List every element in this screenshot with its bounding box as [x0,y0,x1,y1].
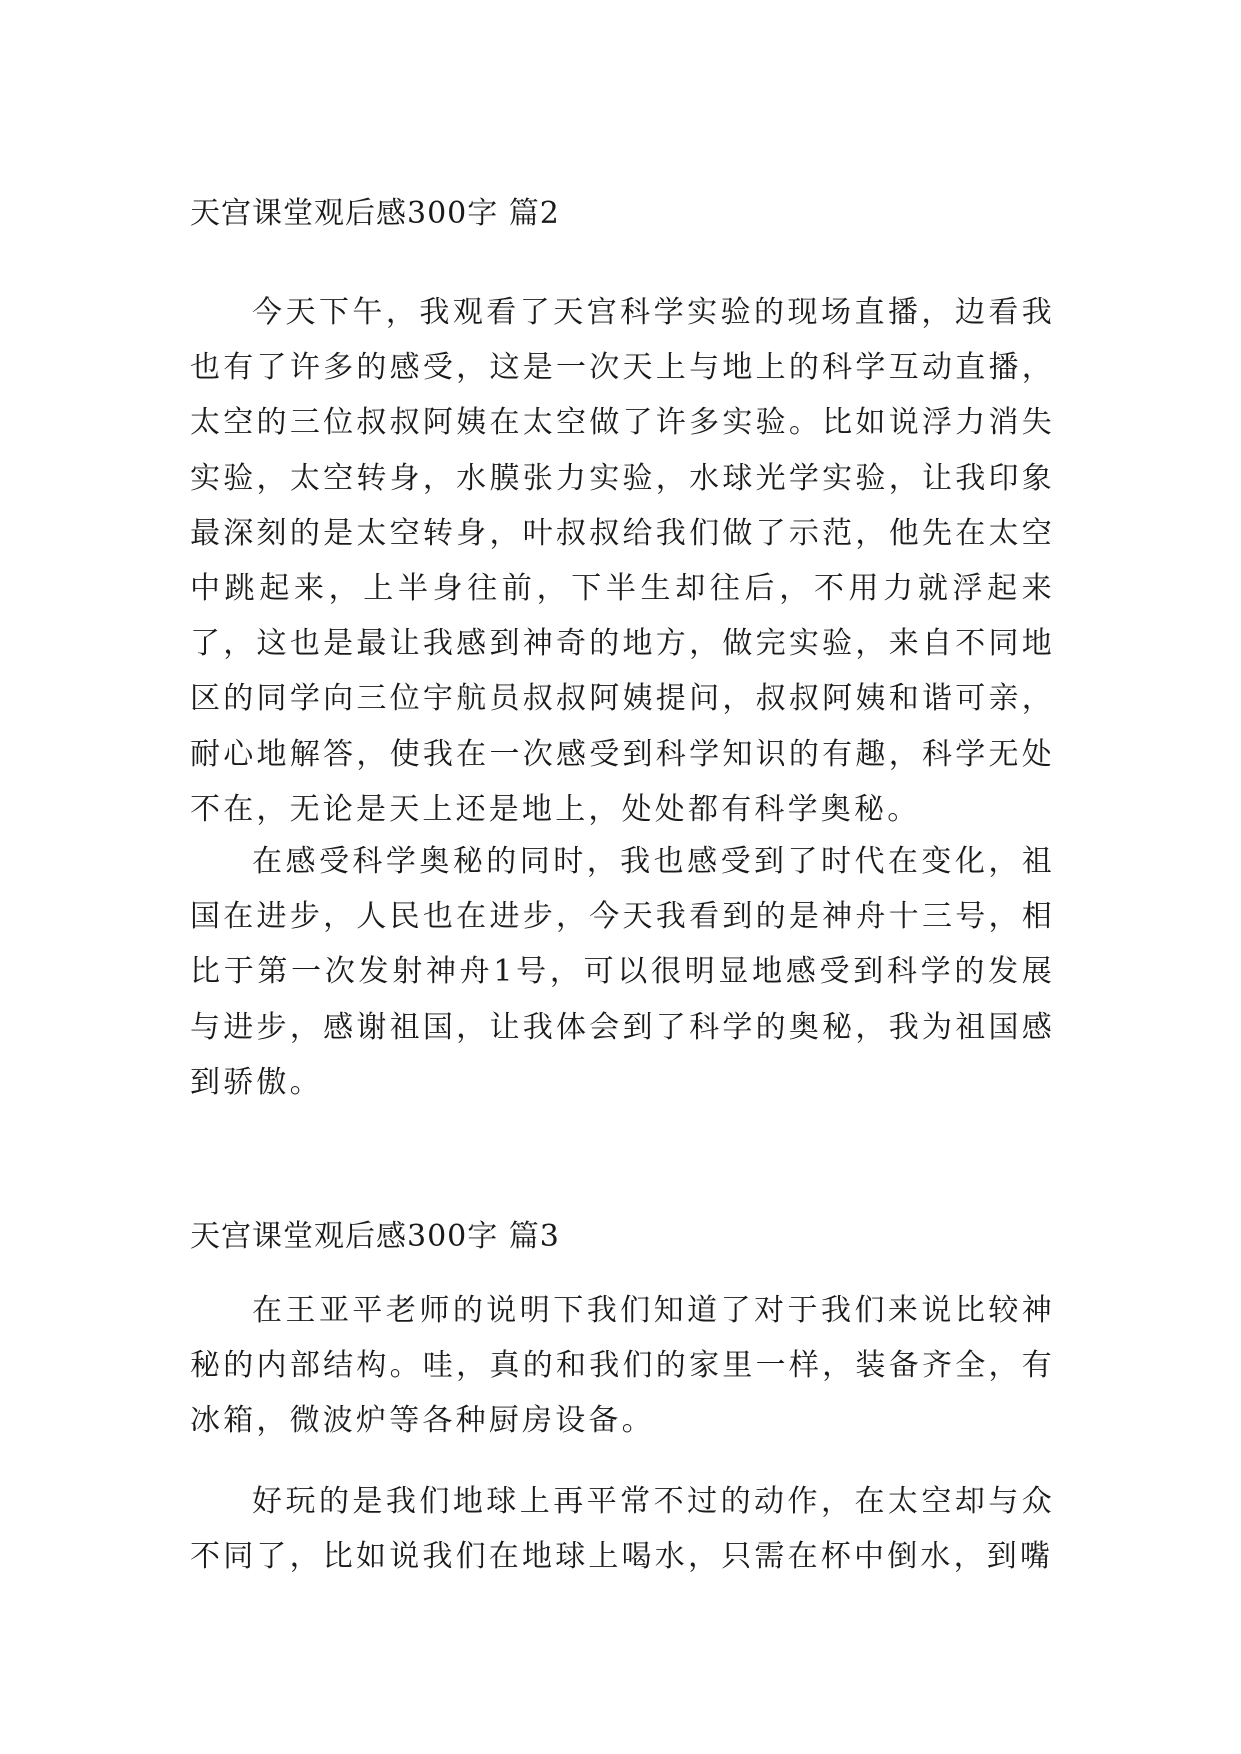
body-paragraph: 今天下午，我观看了天宫科学实验的现场直播，边看我也有了许多的感受，这是一次天上与地上的科学互动直播，太空的三位叔叔阿姨在太空做了许多实验。比如说浮力消失实验，太空转身，水膜张力实验，水球光学实验，让我印象最深刻的是太空转身，叶叔叔给我们做了示范，他先在太空中跳起来，上半身往前，下半生却往后，不用力就浮起来了，这也是最让我感到神奇的地方，做完实验，来自不同地区的同学向三位宇航员叔叔阿姨提问，叔叔阿姨和谐可亲，耐心地解答，使我在一次感受到科学知识的有趣，科学无处不在，无论是天上还是地上，处处都有科学奥秘。 [190,295,1055,827]
body-paragraph: 在王亚平老师的说明下我们知道了对于我们来说比较神秘的内部结构。哇，真的和我们的家里一样，装备齐全，有冰箱，微波炉等各种厨房设备。 [190,1293,1055,1439]
body-paragraph: 在感受科学奥秘的同时，我也感受到了时代在变化，祖国在进步，人民也在进步，今天我看到的是神舟十三号，相比于第一次发射神舟1号，可以很明显地感受到科学的发展与进步，感谢祖国，让我体会到了科学的奥秘，我为祖国感到骄傲。 [190,844,1055,1100]
body-paragraph: 好玩的是我们地球上再平常不过的动作，在太空却与众不同了，比如说我们在地球上喝水，只需在杯中倒水，到嘴 [190,1484,1055,1575]
section-heading: 天宫课堂观后感300字 篇2 [190,196,560,231]
section-heading: 天宫课堂观后感300字 篇3 [190,1219,560,1254]
